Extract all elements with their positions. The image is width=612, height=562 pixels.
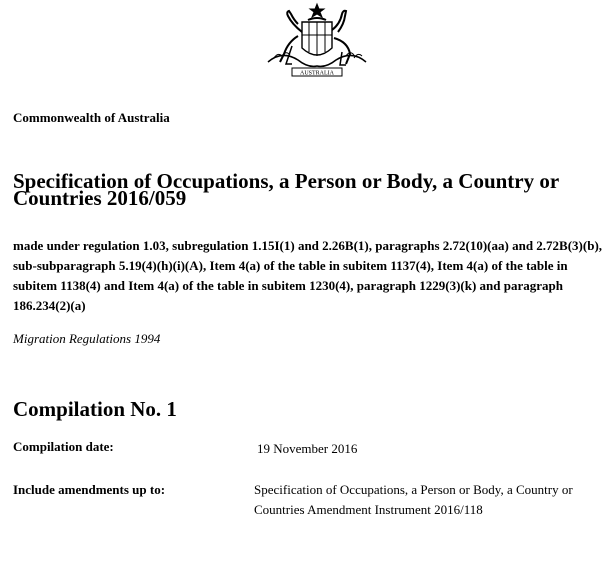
amendments-label: Include amendments up to: <box>13 482 166 497</box>
svg-text:AUSTRALIA: AUSTRALIA <box>300 70 334 77</box>
principal-regulation: Migration Regulations 1994 <box>13 331 161 346</box>
compilation-date-label: Compilation date: <box>13 439 114 454</box>
document-title: Specification of Occupations, a Person or Body, a Country or Countries 2016/059 <box>13 169 559 210</box>
issuer: Commonwealth of Australia <box>13 110 170 125</box>
coat-of-arms-icon <box>262 2 372 84</box>
made-under-clause: made under regulation 1.03, subregulation 1.15I(1) and 2.26B(1), paragraphs 2.72(10)(aa) and 2.72B(3)(b), sub-subparagraph 5.19(4)(h)(i)(A), Item 4(a) of the table in subitem 1137(4), Item 4(a) of the table in subitem 1138(4) and Item 4(a) of the table in subitem 1230(4), paragraph 1229(3)(k) and paragraph 186.234(2)(a) <box>13 238 603 313</box>
compilation-heading: Compilation No. 1 <box>13 397 177 421</box>
amendments-value: Specification of Occupations, a Person or Body, a Country or Countries Amendment Instrument 2016/118 <box>254 482 573 517</box>
compilation-date-value: 19 November 2016 <box>257 441 358 456</box>
